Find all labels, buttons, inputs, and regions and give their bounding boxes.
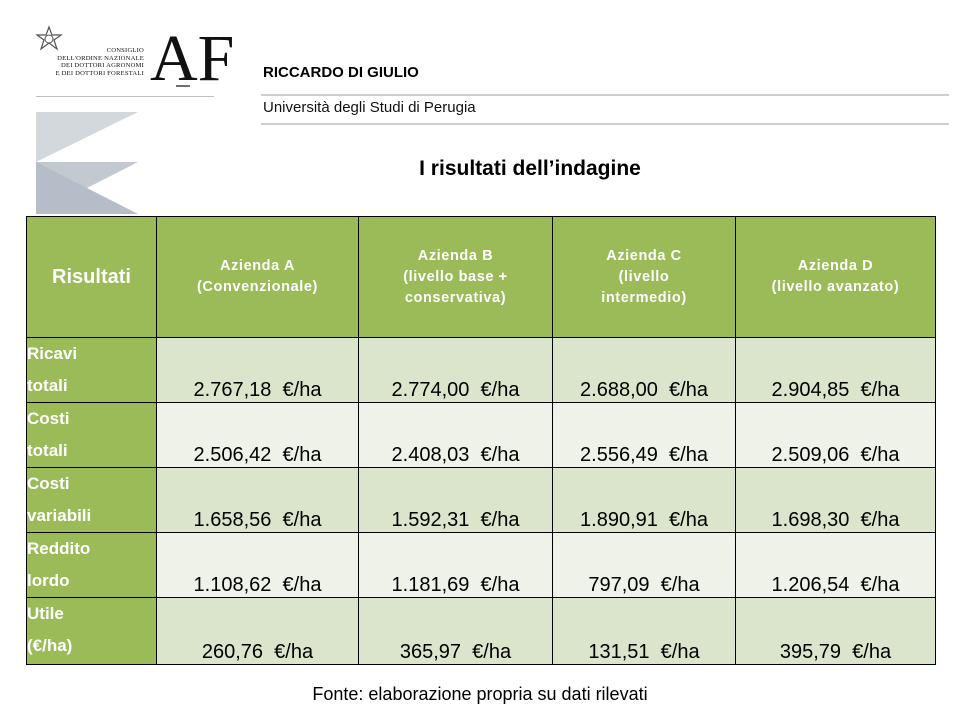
- university-name: Università degli Studi di Perugia: [263, 99, 476, 116]
- cell-value: 1.108,62: [193, 574, 272, 596]
- cell-value: 1.890,91: [580, 509, 658, 531]
- slide-title: I risultati dell’indagine: [419, 157, 641, 180]
- cell-unit: €/ha: [480, 509, 520, 531]
- cell-value: 2.904,85: [771, 379, 850, 401]
- value-cell: [736, 468, 936, 533]
- cell-unit: €/ha: [860, 444, 900, 466]
- row-label-line: totali: [27, 376, 68, 395]
- cell-value: 2.688,00: [580, 379, 658, 401]
- cell-value: 1.658,56: [193, 509, 272, 531]
- cell-unit: €/ha: [660, 574, 700, 596]
- cell-value: 2.774,00: [391, 379, 470, 401]
- cell-unit: €/ha: [669, 444, 708, 466]
- cell-value: 1.698,30: [771, 509, 850, 531]
- column-header-line: Azienda D: [797, 258, 874, 274]
- column-header-line: (Convenzionale): [197, 279, 318, 295]
- column-header-line: Azienda C: [606, 247, 682, 264]
- cell-unit: €/ha: [472, 641, 512, 663]
- value-cell: [553, 468, 736, 533]
- results-table: [26, 216, 936, 665]
- cell-value: 2.767,18: [193, 379, 272, 401]
- value-cell: [359, 533, 553, 598]
- value-cell: [157, 598, 359, 665]
- author-divider: [261, 94, 949, 96]
- row-label-line: lordo: [27, 571, 70, 590]
- row-label: [27, 468, 157, 533]
- value-cell: [553, 403, 736, 468]
- column-header-line: Azienda A: [220, 258, 295, 274]
- value-cell: [359, 403, 553, 468]
- council-line: CONSIGLIO: [106, 47, 144, 54]
- af-monogram-logo: [146, 22, 235, 95]
- cell-unit: €/ha: [480, 379, 520, 401]
- cell-unit: €/ha: [860, 509, 900, 531]
- row-label-line: Costi: [27, 474, 70, 493]
- cell-unit: €/ha: [282, 574, 322, 596]
- value-cell: [736, 533, 936, 598]
- logo-divider: [36, 96, 214, 97]
- cell-unit: €/ha: [480, 574, 520, 596]
- value-cell: [157, 468, 359, 533]
- cell-value: 1.181,69: [391, 574, 470, 596]
- cell-value: 1.206,54: [771, 574, 850, 596]
- column-header-azienda-c: [553, 217, 736, 338]
- council-line: E DEI DOTTORI FORESTALI: [55, 69, 144, 77]
- row-label-line: totali: [27, 441, 68, 460]
- column-header-line: (livello: [618, 268, 670, 285]
- cell-unit: €/ha: [660, 641, 700, 663]
- column-header-line: (livello base +: [403, 268, 508, 285]
- value-cell: [359, 468, 553, 533]
- cell-unit: €/ha: [282, 509, 322, 531]
- university-divider: [261, 123, 949, 125]
- cell-unit: €/ha: [282, 379, 322, 401]
- row-label: [27, 533, 157, 598]
- value-cell: [736, 598, 936, 665]
- cell-unit: €/ha: [282, 444, 322, 466]
- table-row: [27, 598, 936, 665]
- table-row: [27, 468, 936, 533]
- row-label: [27, 598, 157, 665]
- value-cell: [553, 338, 736, 403]
- column-header-line: (livello avanzato): [771, 279, 900, 295]
- council-name: [30, 47, 144, 77]
- row-label-line: Costi: [27, 409, 70, 428]
- value-cell: [553, 598, 736, 665]
- value-cell: [359, 598, 553, 665]
- value-cell: [157, 338, 359, 403]
- author-name: RICCARDO DI GIULIO: [263, 64, 419, 81]
- column-header-azienda-a: [157, 217, 359, 338]
- cell-unit: €/ha: [860, 574, 900, 596]
- table-row: [27, 533, 936, 598]
- header-corner-label: Risultati: [27, 217, 157, 338]
- source-note: Fonte: elaborazione propria su dati rilevati: [312, 684, 648, 704]
- row-label-line: Reddito: [27, 539, 91, 558]
- column-header-azienda-b: [359, 217, 553, 338]
- cell-unit: €/ha: [480, 444, 520, 466]
- cell-value: 365,97: [399, 641, 462, 663]
- row-label-line: Ricavi: [27, 344, 78, 363]
- column-header-line: conservativa): [404, 289, 507, 306]
- council-line: DEI DOTTORI AGRONOMI: [61, 62, 144, 70]
- cell-unit: €/ha: [860, 379, 900, 401]
- cell-value: 395,79: [779, 641, 842, 663]
- row-label-line: (€/ha): [27, 636, 73, 655]
- cell-value: 2.408,03: [391, 444, 470, 466]
- cell-value: 131,51: [588, 641, 650, 663]
- value-cell: [736, 403, 936, 468]
- council-line: DELL'ORDINE NAZIONALE: [57, 54, 144, 62]
- column-header-line: intermedio): [601, 289, 687, 306]
- row-label-line: variabili: [27, 506, 92, 525]
- row-label: [27, 338, 157, 403]
- table-row: [27, 403, 936, 468]
- table-header-row: [27, 217, 936, 338]
- row-label-line: Utile: [27, 604, 64, 623]
- table-row: [27, 338, 936, 403]
- value-cell: [553, 533, 736, 598]
- cell-unit: €/ha: [274, 641, 314, 663]
- value-cell: [359, 338, 553, 403]
- column-header-azienda-d: [736, 217, 936, 338]
- cell-value: 260,76: [201, 641, 264, 663]
- cell-unit: €/ha: [669, 509, 708, 531]
- monogram-text: AF: [150, 22, 235, 95]
- cell-unit: €/ha: [669, 379, 708, 401]
- value-cell: [157, 403, 359, 468]
- value-cell: [736, 338, 936, 403]
- cell-value: 2.509,06: [771, 444, 850, 466]
- cell-value: 2.556,49: [580, 444, 658, 466]
- cell-unit: €/ha: [852, 641, 892, 663]
- cell-value: 2.506,42: [193, 444, 272, 466]
- value-cell: [157, 533, 359, 598]
- cell-value: 1.592,31: [391, 509, 470, 531]
- cell-value: 797,09: [588, 574, 650, 596]
- column-header-line: Azienda B: [417, 247, 494, 264]
- row-label: [27, 403, 157, 468]
